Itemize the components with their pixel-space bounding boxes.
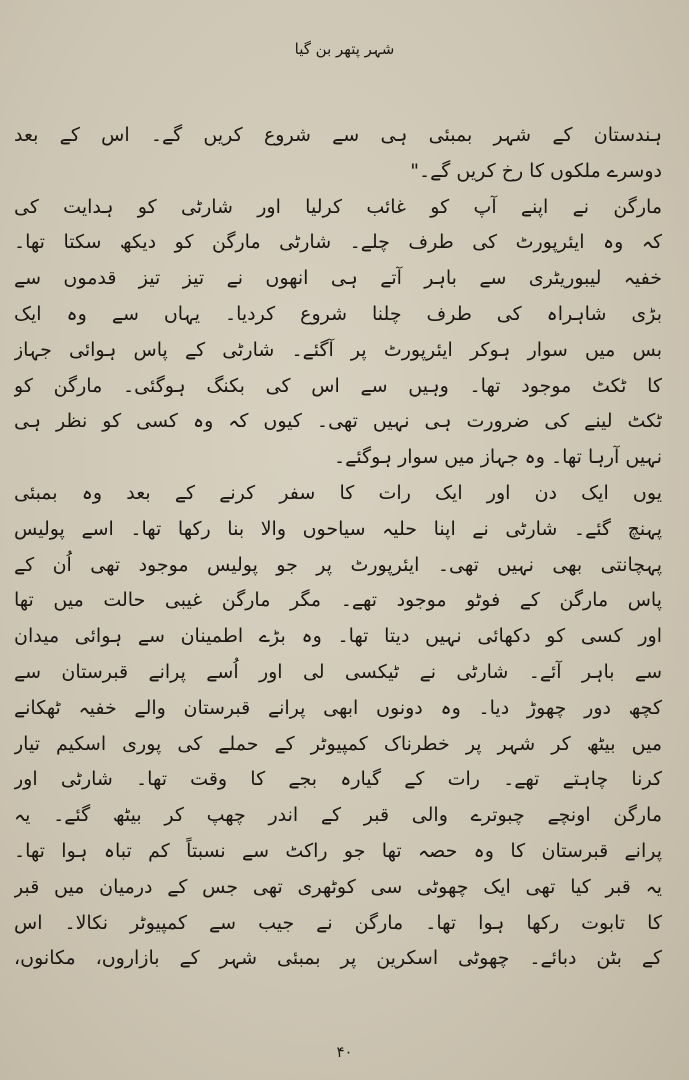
page-number: ۴۰ (336, 1043, 353, 1061)
text-line: سے باہر آئے۔ شارٹی نے ٹیکسی لی اور اُسے پرانے قبرستان سے (14, 660, 662, 683)
text-line: پہنچ گئے۔ شارٹی نے اپنا حلیہ سیاحوں والا بنا رکھا تھا۔ اسے پولیس (14, 517, 662, 540)
text-line: ٹکٹ لینے کی ضرورت ہی نہیں تھی۔ کیوں کہ وہ کسی کو نظر ہی (14, 410, 662, 433)
text-line: یوں ایک دن اور ایک رات کا سفر کرنے کے بعد وہ بمبئی (14, 481, 662, 504)
text-line: بڑی شاہراہ کی طرف چلنا شروع کردیا۔ یہاں سے وہ ایک (14, 302, 662, 325)
text-line: کا ٹکٹ موجود تھا۔ وہیں سے اس کی بکنگ ہوگئی۔ مارگن کو (14, 374, 662, 397)
body-text (14, 118, 662, 977)
text-line: کہ وہ ایئرپورٹ کی طرف چلے۔ شارٹی مارگن کو دیکھ سکتا تھا۔ (14, 231, 662, 254)
text-line: کرنا چاہتے تھے۔ رات کے گیارہ بجے کا وقت تھا۔ شارٹی اور (14, 768, 662, 791)
text-line: خفیہ لیبوریٹری سے باہر آتے ہی انھوں نے تیز تیز قدموں سے (14, 267, 662, 290)
text-line: بس میں سوار ہوکر ایئرپورٹ پر آگئے۔ شارٹی کے پاس ہوائی جہاز (14, 338, 662, 361)
text-line: اور کسی کو دکھائی نہیں دیتا تھا۔ وہ بڑے اطمینان سے ہوائی میدان (14, 625, 662, 648)
text-line: دوسرے ملکوں کا رخ کریں گے۔" (410, 159, 662, 182)
text-line: مارگن نے اپنے آپ کو غائب کرلیا اور شارٹی کو ہدایت کی (14, 195, 662, 218)
running-head: شہر پتھر بن گیا (294, 40, 395, 58)
text-line: نہیں آرہا تھا۔ وہ جہاز میں سوار ہوگئے۔ (334, 446, 662, 469)
text-line: ہندستان کے شہر بمبئی ہی سے شروع کریں گے۔ اس کے بعد (14, 124, 662, 146)
text-line: میں بیٹھ کر شہر پر خطرناک کمپیوٹر کے حملے کی پوری اسکیم تیار (14, 732, 662, 755)
text-line: پرانے قبرستان کا وہ حصہ تھا جو راکٹ سے نسبتاً کم تباہ ہوا تھا۔ (14, 839, 662, 862)
text-line: کچھ دور چھوڑ دیا۔ وہ دونوں ابھی پرانے قبرستان والے خفیہ ٹھکانے (14, 696, 662, 719)
text-line: مارگن اونچے چبوترے والی قبر کے اندر چھپ کر بیٹھ گئے۔ یہ (14, 804, 662, 827)
text-line: پہچانتی بھی نہیں تھی۔ ایئرپورٹ پر جو پولیس موجود تھی اُن کے (14, 553, 662, 576)
text-line: یہ قبر کیا تھی ایک چھوٹی سی کوٹھری تھی جس کے درمیان میں قبر (14, 875, 662, 898)
text-line: کے بٹن دبائے۔ چھوٹی اسکرین پر بمبئی شہر کے بازاروں، مکانوں، (14, 947, 662, 970)
text-line: پاس مارگن کے فوٹو موجود تھے۔ مگر مارگن غیبی حالت میں تھا (14, 589, 662, 612)
text-line: کا تابوت رکھا ہوا تھا۔ مارگن نے جیب سے کمپیوٹر نکالا۔ اس (14, 911, 662, 934)
